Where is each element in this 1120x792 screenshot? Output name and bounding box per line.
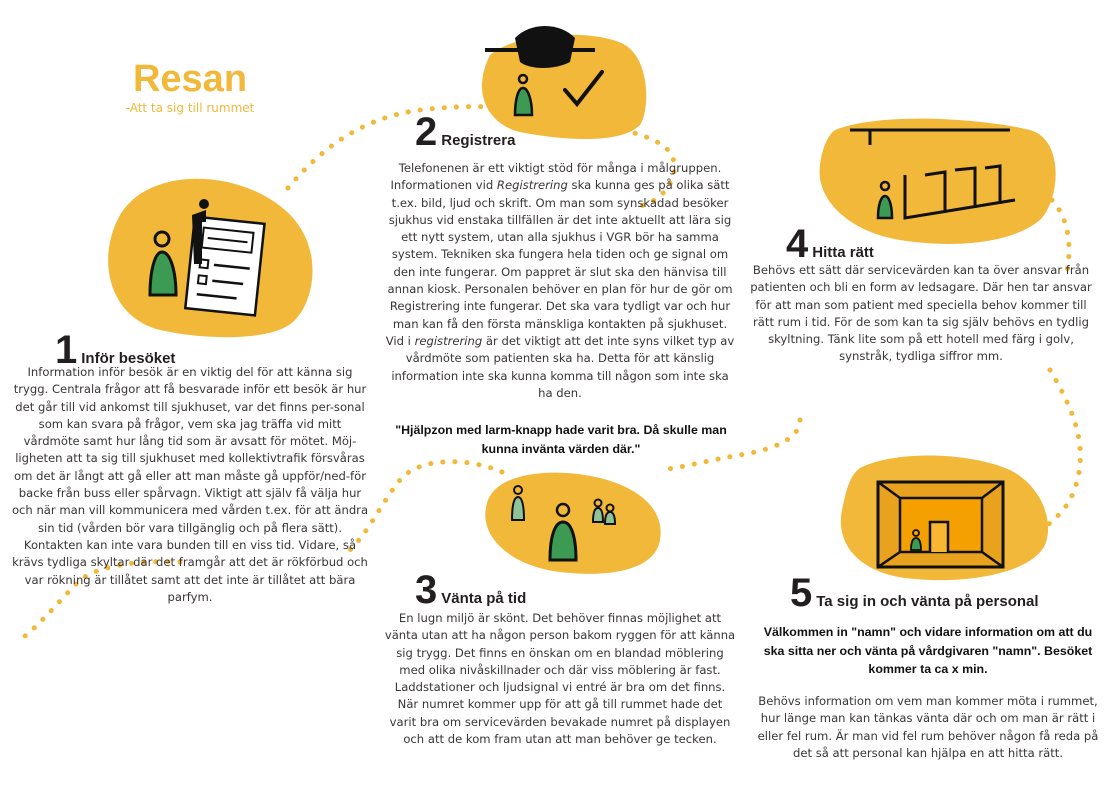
step-2-heading (415, 112, 515, 152)
step-2-title: Registrera (441, 132, 516, 149)
step-3-body: En lugn miljö är skönt. Det behöver finnas möjlighet att vänta utan att ha någon person bakom ryggen för att känna sig trygg. Det finns en önskan om en blandad möblering med olika nivåskillnader och där viss möblering är fast. Laddstationer och ljudsignal vi entré är bra om det finns. När numret kommer upp för att gå till rummet hade det varit bra om servicevärden bevakade numret på displayen och att de kom fram utan att man behöver ge tecken. (384, 611, 736, 747)
step-3-heading (415, 570, 526, 610)
step-5-number: 5 (790, 571, 813, 615)
step-3-title: Vänta på tid (441, 590, 527, 607)
step-1-number: 1 (55, 328, 78, 372)
step-2-body: Telefonenen är ett viktigt stöd för många i målgruppen. Informationen vid Registrering ska kunna ges på olika sätt t.ex. bild, ljud och skrift. Om man som synskadad besöker sjukhus vid enstaka tillfällen är det inte aktuellt att lära sig ett nytt system, utan alla sjukhus i VGR bör ha samma system. Tekniken ska fungera hela tiden och ge signal om den inte fungerar. Om pappret är slut ska den hänvisa till annan kiosk. Personalen behöver en plan för hur de gör om Registrering inte fungerar. Det ska vara tydligt var och hur man kan få den första mänskliga kontakten på sjukhuset. Vid i registrering är det viktigt att det inte syns vilket typ av vårdmöte som patienten ska ha. Detta för att känslig information inte ska kunna komma till någon som inte ska ha den. (385, 161, 735, 400)
step-2-quote: "Hjälpzon med larm-knapp hade varit bra. Då skulle man kunna invänta värden där." (395, 423, 727, 456)
step-4-title: Hitta rätt (812, 244, 874, 261)
step-1-title: Inför besöket (81, 350, 176, 367)
step-5-heading (790, 573, 1039, 613)
step-5-title: Ta sig in och vänta på personal (816, 593, 1039, 610)
step-4-heading (786, 224, 874, 264)
step-5-quote: Välkommen in "namn" och vidare information om att du ska sitta ner och vänta på vårdgivaren "namn". Besöket kommer ta ca x min. (763, 625, 1093, 676)
step-1-body: Information inför besök är en viktig del för att känna sig trygg. Centrala frågor att få besvarade inför ett besök är hur det går till vid ankomst till sjukhuset, var det finns per-sonal som kan svara på frågor, vem ska jag träffa vid mitt vårdmöte samt hur lång tid som är avsatt för mötet. Möj-ligheten att ta sig till sjukhuset med kollektivtrafik försvåras om det är långt att gå eller att man måste gå uppför/ned-för backe från buss eller spårvagn. Viktigt att själv få välja hur och när man vill kommunicera med vården t.ex. för att ändra sin tid (vården bör vara tillgänglig och på flera sätt). Kontakten kan inte vara bunden till en viss tid. Vidare, så krävs tydliga skyltar där det framgår att det är rökförbud och var rökning är tillåtet samt att det inte är tillåtet att bära parfym. (11, 365, 369, 604)
step-3-number: 3 (415, 568, 438, 612)
page-title: Resan (132, 58, 248, 100)
step-5-body: Behövs information om vem man kommer möta i rummet, hur länge man kan tänkas vänta där och om man är rätt i eller fel rum. Är man vid fel rum behöver någon få reda på det så att personal kan hjälpa en att hitta rätt. (757, 694, 1099, 760)
step-2-number: 2 (415, 110, 438, 154)
step-4-body: Behövs ett sätt där servicevärden kan ta över ansvar från patienten och bli en form av ledsagare. Där hen tar ansvar för att man som patient med speciella behov kommer till rätt rum i tid. För de som kan ta sig själv behövs en tydlig skyltning. Tänk lite som på ett hotell med färg i golv, synstråk, tydliga siffror mm. (750, 263, 1092, 364)
room-interior-icon (878, 482, 1003, 567)
step-4-number: 4 (786, 222, 809, 266)
page-subtitle: -Att ta sig till rummet (125, 101, 255, 115)
